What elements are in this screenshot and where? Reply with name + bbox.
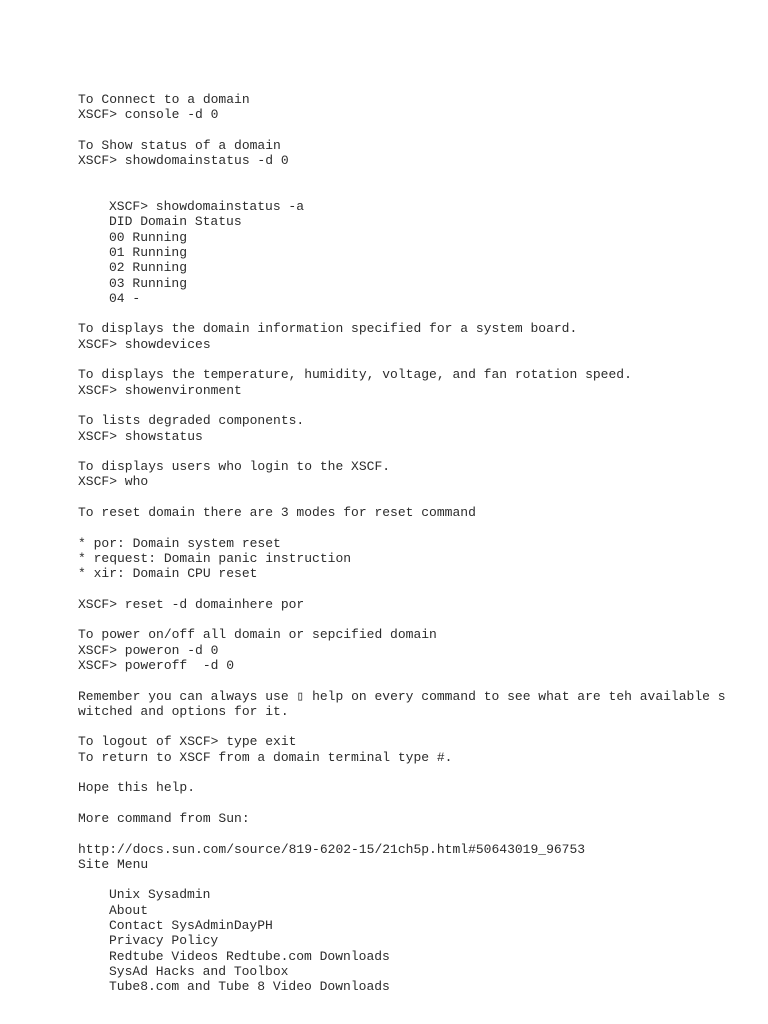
text-line: To return to XSCF from a domain terminal type #. (78, 749, 453, 765)
document-body (78, 92, 768, 995)
blank-line (78, 490, 768, 505)
text-line: To displays the temperature, humidity, voltage, and fan rotation speed. (78, 367, 632, 383)
text-line: Hope this help. (78, 780, 196, 796)
text-line: XSCF> showstatus (78, 428, 203, 444)
blank-line (78, 520, 768, 535)
text-line: XSCF> showdevices (78, 336, 211, 352)
text-line: XSCF> console -d 0 (78, 107, 219, 123)
blank-line (78, 168, 768, 199)
text-line: 01 Running (109, 244, 188, 260)
text-line: 02 Running (109, 260, 188, 276)
text-line: To lists degraded components. (78, 413, 305, 429)
text-line: To logout of XSCF> type exit (78, 734, 297, 750)
text-line: XSCF> reset -d domainhere por (78, 596, 305, 612)
blank-line (78, 306, 768, 321)
text-line: * request: Domain panic instruction (78, 550, 352, 566)
text-line: XSCF> showenvironment (78, 382, 242, 398)
blank-line (78, 719, 768, 734)
text-line: 04 - (109, 290, 141, 306)
text-line: To Connect to a domain (78, 92, 250, 107)
text-line: * por: Domain system reset (78, 535, 281, 551)
text-line: To displays users who login to the XSCF. (78, 459, 391, 475)
text-line: witched and options for it. (78, 703, 289, 719)
text-line: More command from Sun: (78, 810, 250, 826)
blank-line (78, 872, 768, 887)
text-line: To Show status of a domain (78, 137, 281, 153)
text-line: XSCF> showdomainstatus -a (109, 199, 305, 215)
blank-line (78, 826, 768, 841)
text-line: Remember you can always use ▯ help on every command to see what are teh available s (78, 688, 726, 704)
blank-line (78, 796, 768, 811)
text-line: XSCF> poweron -d 0 (78, 642, 219, 658)
blank-line (78, 673, 768, 688)
text-line: * xir: Domain CPU reset (78, 566, 258, 582)
text-line: To displays the domain information specified for a system board. (78, 321, 578, 337)
text-line: 03 Running (109, 275, 188, 291)
text-line: XSCF> who (78, 474, 149, 490)
text-line: About (109, 902, 149, 918)
text-line: DID Domain Status (109, 214, 242, 230)
doc-link-text: http://docs.sun.com/source/819-6202-15/21ch5p.html#50643019_96753 (78, 841, 586, 857)
text-line: SysAd Hacks and Toolbox (109, 963, 289, 979)
text-line: 00 Running (109, 229, 188, 245)
blank-line (78, 765, 768, 780)
text-line: XSCF> poweroff -d 0 (78, 657, 235, 673)
blank-line (78, 352, 768, 367)
text-line: Privacy Policy (109, 933, 219, 949)
blank-line (78, 444, 768, 459)
text-line: XSCF> showdomainstatus -d 0 (78, 153, 289, 169)
text-line: Unix Sysadmin (109, 887, 211, 903)
text-line: Tube8.com and Tube 8 Video Downloads (109, 979, 390, 995)
blank-line (78, 612, 768, 627)
text-line: To reset domain there are 3 modes for reset command (78, 505, 476, 521)
blank-line (78, 582, 768, 597)
text-line: To power on/off all domain or sepcified domain (78, 627, 437, 643)
text-line: Redtube Videos Redtube.com Downloads (109, 948, 390, 964)
text-line: Contact SysAdminDayPH (109, 918, 273, 934)
text-line: Site Menu (78, 856, 149, 872)
blank-line (78, 123, 768, 138)
blank-line (78, 398, 768, 413)
